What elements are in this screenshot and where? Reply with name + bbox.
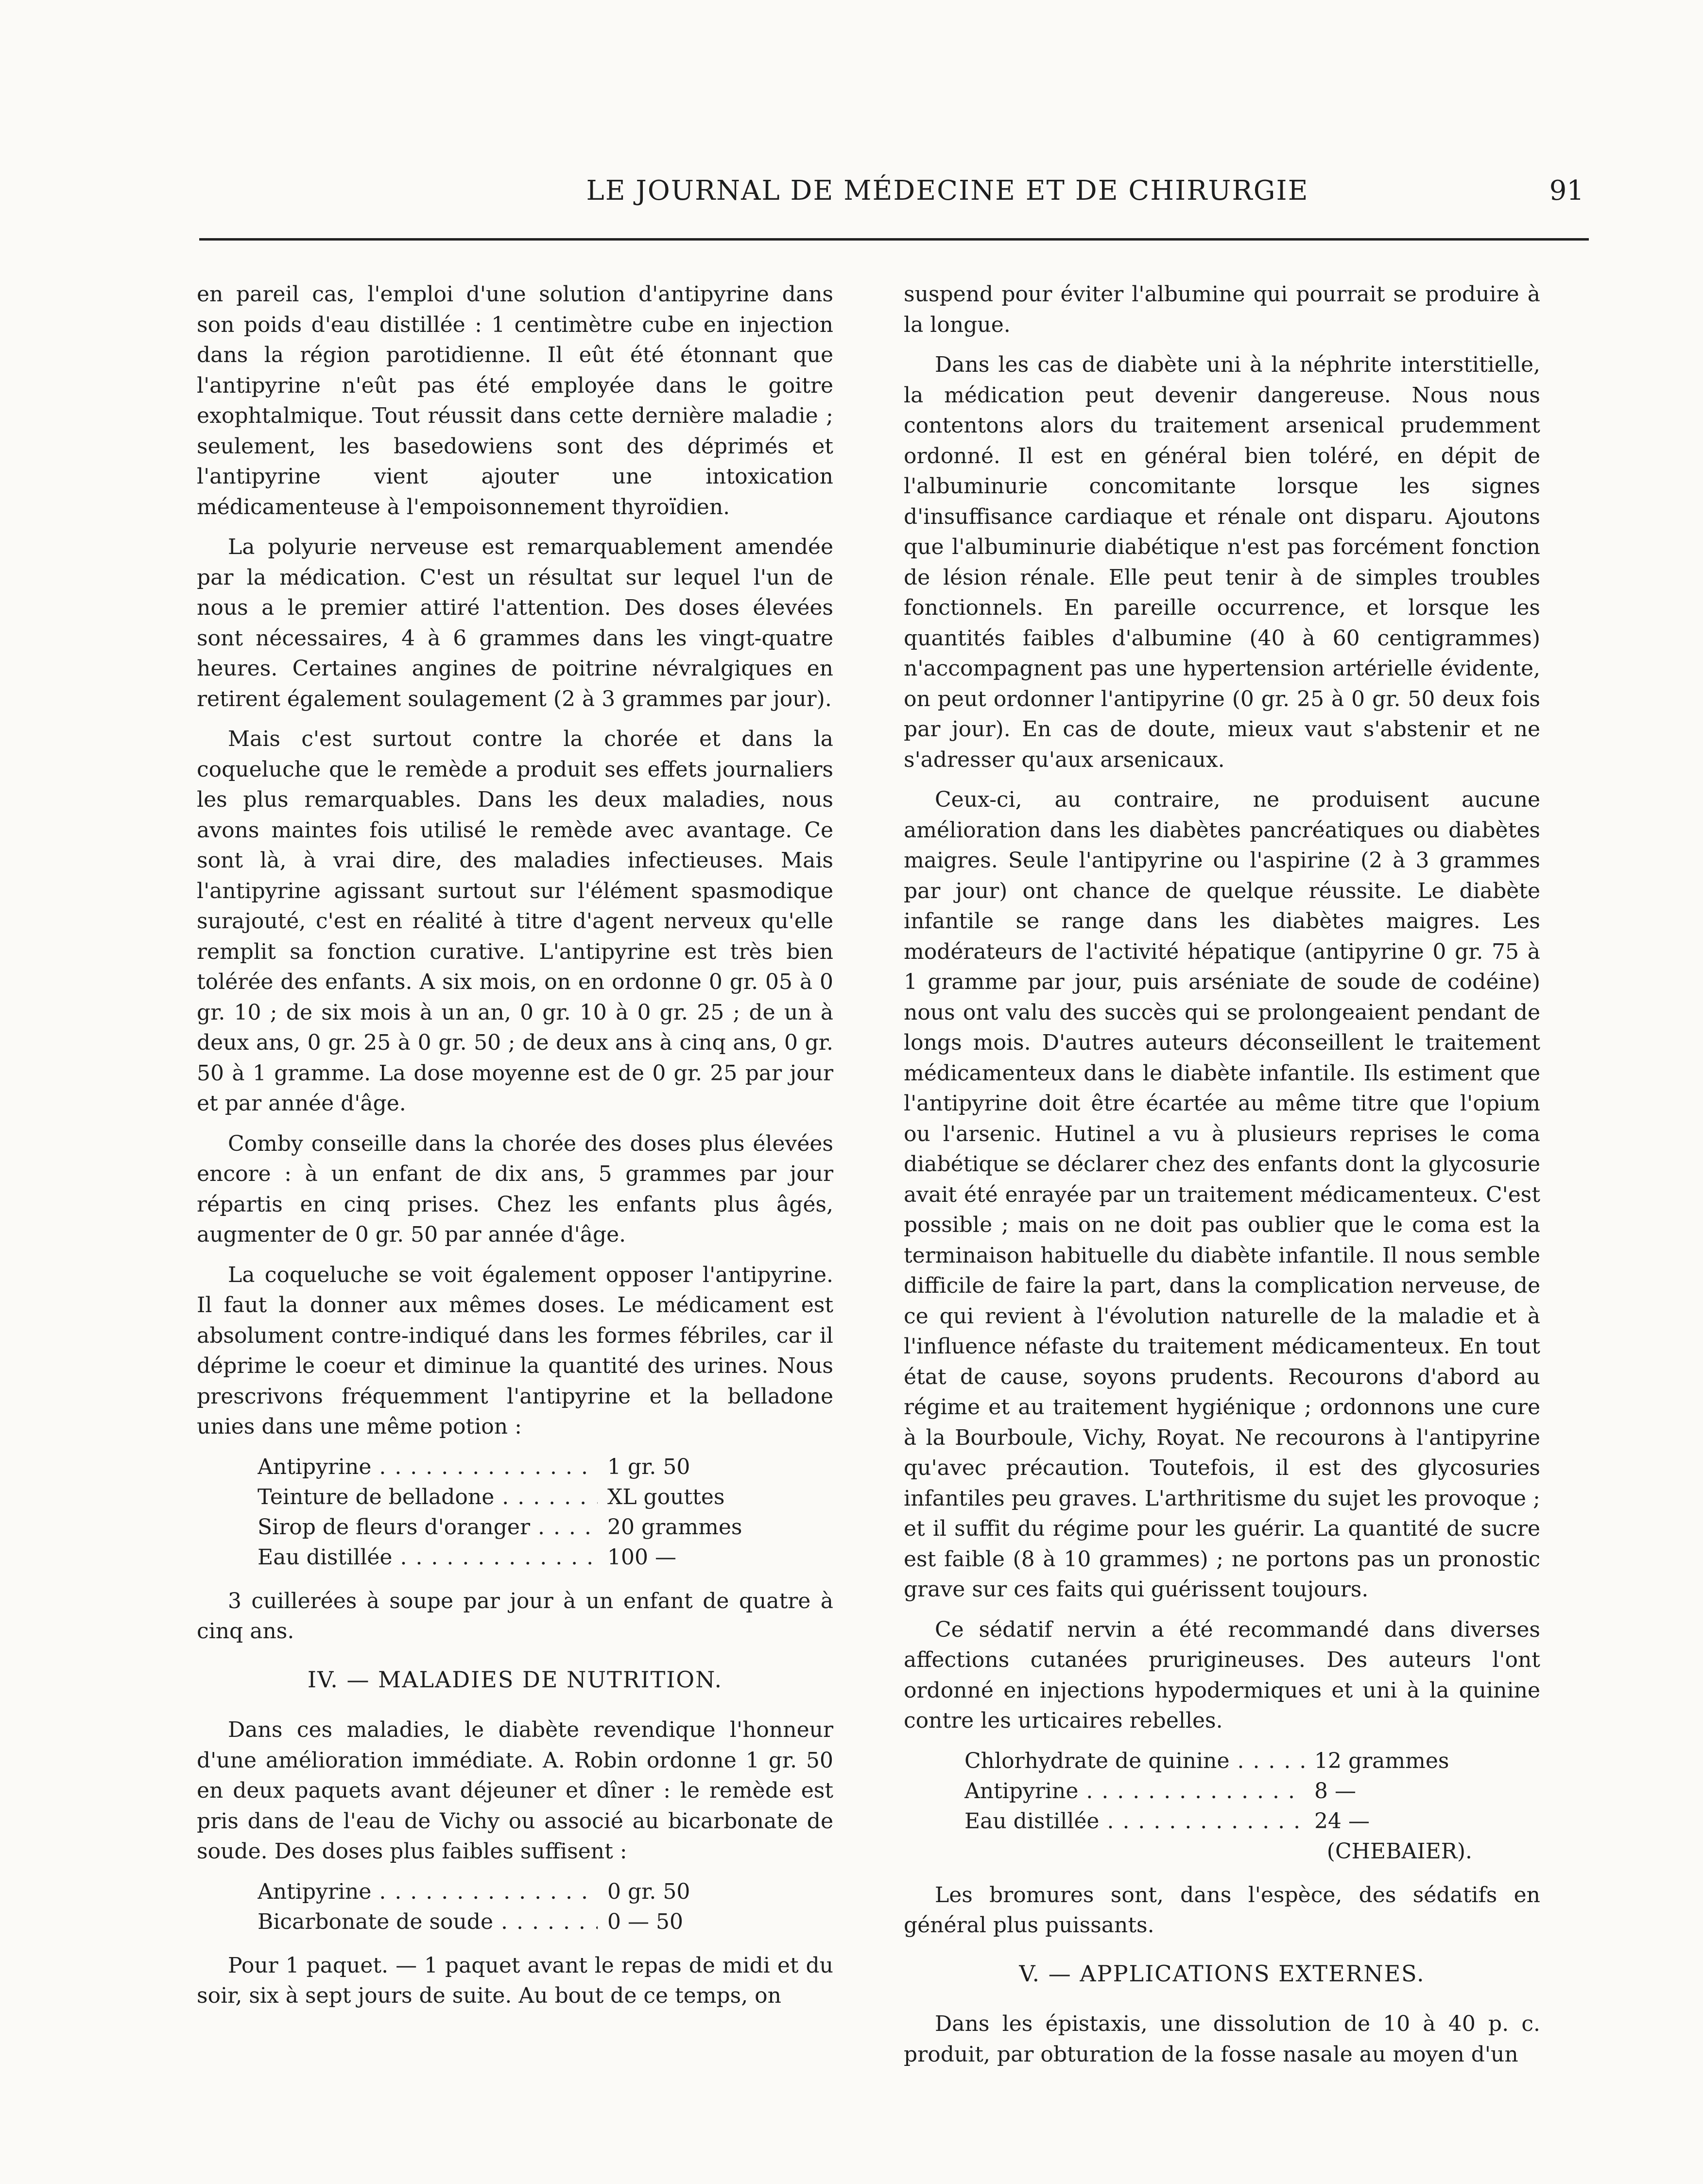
ingredient-name: Eau distillée . . . bbox=[258, 1543, 598, 1573]
paragraph: La polyurie nerveuse est remarquablement amendée par la médication. C'est un résultat sur lequel l'un de nous a le premier attiré l'attention. Des doses élevées sont nécessaires, 4 à 6 grammes dans les vingt-quatre heures. Certaines angines de poitrine névralgiques en retirent également soulagement (2 à 3 grammes par jour). bbox=[197, 535, 833, 711]
ingredient-name: Antipyrine . . . bbox=[258, 1452, 598, 1483]
prescription-belladone bbox=[197, 1452, 833, 1573]
ingredient-name: Teinture de belladone . . . bbox=[258, 1482, 598, 1513]
prescription-line bbox=[964, 1806, 1540, 1837]
ingredient-name: Bicarbonate de soude . . . bbox=[258, 1907, 598, 1938]
page-header bbox=[199, 175, 1589, 209]
prescription-line bbox=[258, 1512, 833, 1543]
paragraph: Dans les cas de diabète uni à la néphrite interstitielle, la médication peut devenir dangereuse. Nous nous contentons alors du traitement arsenical prudemment ordonné. Il est en général bien toléré, en dépit de l'albuminurie concomitante lorsque les signes d'insuffisance cardiaque et rénale ont disparu. Ajoutons que l'albuminurie diabétique n'est pas forcément fonction de lésion rénale. Elle peut tenir à de simples troubles fonctionnels. En pareille occurrence, et lorsque les quantités faibles d'albumine (40 à 60 centigrammes) n'accompagnent pas une hypertension artérielle évidente, on peut ordonner l'antipyrine (0 gr. 25 à 0 gr. 50 deux fois par jour). En cas de doute, mieux vaut s'abstenir et ne s'adresser qu'aux arsenicaux. bbox=[904, 352, 1540, 772]
paragraph: Dans ces maladies, le diabète revendique l'honneur d'une amélioration immédiate. A. Robin ordonne 1 gr. 50 en deux paquets avant déjeuner et dîner : le remède est pris dans de l'eau de Vichy ou associé au bicarbonate de soude. Des doses plus faibles suffisent : bbox=[197, 1717, 833, 1864]
paragraph: Les bromures sont, dans l'espèce, des sédatifs en général plus puissants. bbox=[904, 1882, 1540, 1938]
paragraph: Ceux-ci, au contraire, ne produisent aucune amélioration dans les diabètes pancréatiques ou diabètes maigres. Seule l'antipyrine ou l'aspirine (2 à 3 grammes par jour) ont chance de quelque réussite. Le diabète infantile se range dans les diabètes maigres. Les modérateurs de l'activité hépatique (antipyrine 0 gr. 75 à 1 gramme par jour, puis arséniate de soude de codéine) nous ont valu des succès qui se prolongeaient pendant de longs mois. D'autres auteurs déconseillent le traitement médicamenteux dans le diabète infantile. Ils estiment que l'antipyrine doit être écartée au même titre que l'opium ou l'arsenic. Hutinel a vu à plusieurs reprises le coma diabétique se déclarer chez des enfants dont la glycosurie avait été enrayée par un traitement médicamenteux. C'est possible ; mais on ne doit pas oublier que le coma est la terminaison habituelle du diabète infantile. Il nous semble difficile de faire la part, dans la complication nerveuse, de ce qui revient à l'évolution naturelle de la maladie et à l'influence néfaste du traitement médicamenteux. En tout état de cause, soyons prudents. Recourons d'abord au régime et au traitement hygiénique ; ordonnons une cure à la Bourboule, Vichy, Royat. Ne recourons à l'antipyrine qu'avec précaution. Toutefois, il est des glycosuries infantiles peu graves. L'arthritisme du sujet les provoque ; et il suffit du régime pour les guérir. La quantité de sucre est faible (8 à 10 grammes) ; ne portons pas un pronostic grave sur ces faits qui guérissent toujours. bbox=[904, 787, 1540, 1602]
ingredient-name: Eau distillée . . . bbox=[964, 1806, 1305, 1837]
prescription-line bbox=[258, 1543, 833, 1573]
paragraph: Pour 1 paquet. — 1 paquet avant le repas de midi et du soir, six à sept jours de suite. Au bout de ce temps, on bbox=[197, 1953, 833, 2008]
paragraph: Ce sédatif nervin a été recommandé dans diverses affections cutanées prurigineuses. Des auteurs l'ont ordonné en injections hypodermiques et uni à la quinine contre les urticaires rebelles. bbox=[904, 1617, 1540, 1733]
ingredient-dose: 24 — bbox=[1314, 1808, 1370, 1834]
paragraph: Mais c'est surtout contre la chorée et dans la coqueluche que le remède a produit ses effets journaliers les plus remarquables. Dans les deux maladies, nous avons maintes fois utilisé le remède avec avantage. Ce sont là, à vrai dire, des maladies infectieuses. Mais l'antipyrine agissant surtout sur l'élément spasmodique surajouté, c'est en réalité à titre d'agent nerveux qu'elle remplit sa fonction curative. L'antipyrine est très bien tolérée des enfants. A six mois, on en ordonne 0 gr. 05 à 0 gr. 10 ; de six mois à un an, 0 gr. 10 à 0 gr. 25 ; de un à deux ans, 0 gr. 25 à 0 gr. 50 ; de deux ans à cinq ans, 0 gr. 50 à 1 gramme. La dose moyenne est de 0 gr. 25 par jour et par année d'âge. bbox=[197, 727, 833, 1116]
ingredient-dose: 100 — bbox=[607, 1544, 676, 1570]
section-heading: V. — APPLICATIONS EXTERNES. bbox=[1019, 1960, 1425, 1987]
prescription-line bbox=[258, 1452, 833, 1482]
ingredient-dose: 0 gr. 50 bbox=[607, 1879, 690, 1904]
prescription-line bbox=[964, 1776, 1540, 1806]
prescription-quinine bbox=[904, 1746, 1540, 1867]
paragraph: 3 cuillerées à soupe par jour à un enfant de quatre à cinq ans. bbox=[197, 1588, 833, 1644]
prescription-line bbox=[258, 1482, 833, 1512]
left-column bbox=[197, 279, 833, 2021]
prescription-bicarbonate bbox=[197, 1877, 833, 1937]
running-title: LE JOURNAL DE MÉDECINE ET DE CHIRURGIE bbox=[586, 175, 1309, 207]
ingredient-dose: 0 — 50 bbox=[607, 1909, 683, 1934]
ingredient-name: Antipyrine . . . bbox=[964, 1776, 1305, 1807]
ingredient-name: Sirop de fleurs d'oranger . . . bbox=[258, 1512, 598, 1543]
ingredient-name: Chlorhydrate de quinine . . . bbox=[964, 1746, 1305, 1777]
paragraph: suspend pour éviter l'albumine qui pourrait se produire à la longue. bbox=[904, 282, 1540, 337]
prescription-line bbox=[258, 1907, 833, 1937]
ingredient-dose: 1 gr. 50 bbox=[607, 1454, 690, 1479]
header-rule bbox=[199, 238, 1589, 241]
paragraph: Comby conseille dans la chorée des doses plus élevées encore : à un enfant de dix ans, 5 grammes par jour répartis en cinq prises. Chez les enfants plus âgés, augmenter de 0 gr. 50 par année d'âge. bbox=[197, 1131, 833, 1247]
prescription-line bbox=[258, 1877, 833, 1907]
paragraph: en pareil cas, l'emploi d'une solution d'antipyrine dans son poids d'eau distillée : 1 centimètre cube en injection dans la région parotidienne. Il eût été étonnant que l'antipyrine n'eût pas été employée dans le goitre exophtalmique. Tout réussit dans cette dernière maladie ; seulement, les basedowiens sont des déprimés et l'antipyrine vient ajouter une intoxication médicamenteuse à l'empoisonnement thyroïdien. bbox=[197, 282, 833, 520]
page-number: 91 bbox=[1549, 175, 1584, 207]
right-column bbox=[904, 279, 1540, 2080]
ingredient-dose: 8 — bbox=[1314, 1778, 1356, 1803]
paragraph: La coqueluche se voit également opposer l'antipyrine. Il faut la donner aux mêmes doses. Le médicament est absolument contre-indiqué dans les formes fébriles, car il déprime le coeur et diminue la quantité des urines. Nous prescrivons fréquemment l'antipyrine et la belladone unies dans une même potion : bbox=[197, 1262, 833, 1439]
ingredient-dose: XL gouttes bbox=[607, 1484, 725, 1509]
prescription-line bbox=[964, 1746, 1540, 1776]
ingredient-name: Antipyrine . . . bbox=[258, 1877, 598, 1907]
paragraph: Dans les épistaxis, une dissolution de 10 à 40 p. c. produit, par obturation de la fosse nasale au moyen d'un bbox=[904, 2011, 1540, 2067]
section-heading: IV. — MALADIES DE NUTRITION. bbox=[307, 1666, 723, 1693]
prescription-source: (CHEBAIER). bbox=[1326, 1838, 1472, 1864]
ingredient-dose: 12 grammes bbox=[1314, 1748, 1449, 1773]
ingredient-dose: 20 grammes bbox=[607, 1514, 742, 1540]
